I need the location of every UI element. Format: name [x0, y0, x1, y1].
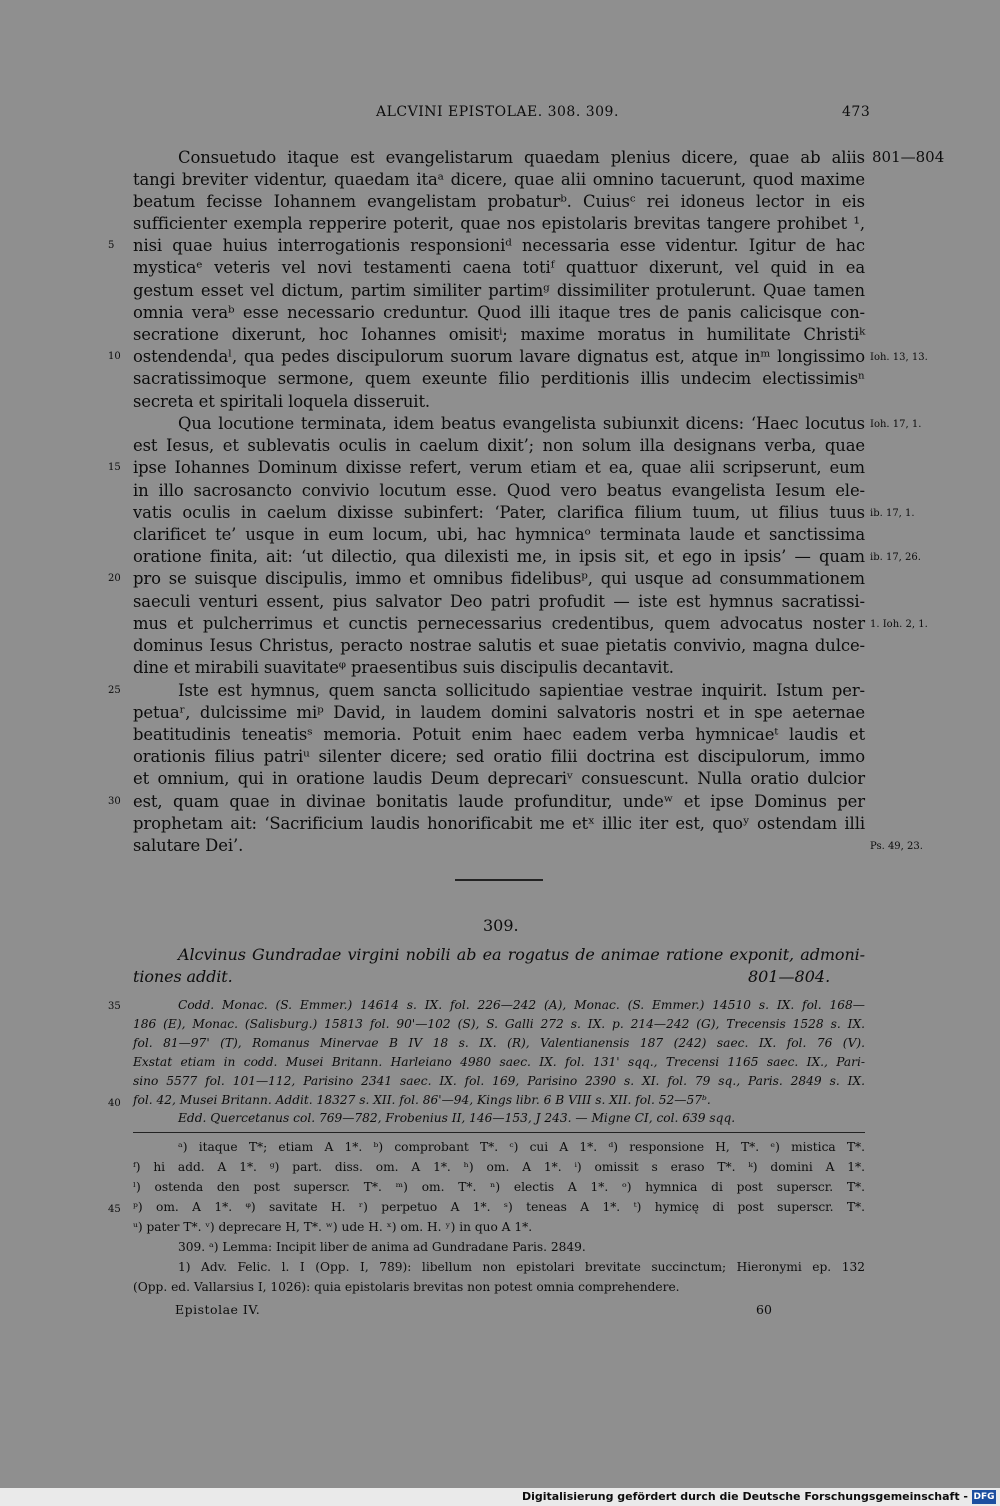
line-number: 25 [108, 685, 121, 696]
signature-mark: Epistolae IV. [175, 1302, 261, 1317]
margin-date: 801—804 [872, 148, 945, 166]
text-line: secreta et spiritali loquela disseruit. [133, 392, 431, 411]
apparatus-line: 309. ᵃ) Lemma: Incipit liber de anima ad Gundradane Paris. 2849. [178, 1240, 586, 1254]
margin-reference: ib. 17, 1. [870, 508, 915, 519]
margin-reference: 1. Ioh. 2, 1. [870, 619, 928, 630]
margin-reference: ib. 17, 26. [870, 552, 921, 563]
text-line: sufficienter exempla repperire poterit, quae nos epistolaris brevitas tangere prohibet ¹, [133, 214, 865, 233]
text-line: et omnium, qui in oratione laudis Deum deprecariᵛ consuescunt. Nulla oratio dulcior [133, 769, 865, 788]
text-line: orationis filius patriᵘ silenter dicere; sed oratio filii doctrina est discipulorum, immo [133, 747, 865, 766]
text-line: Consuetudo itaque est evangelistarum quaedam plenius dicere, quae ab aliis [178, 148, 865, 167]
codices-line: fol. 81—97' (T), Romanus Minervae B IV 18 s. IX. (R), Valentianensis 187 (242) saec. IX. fol. 76 (V). [133, 1036, 865, 1050]
text-line: vatis oculis in caelum dixisse subinfert: ‘Pater, clarifica filium tuum, ut filius tuus [133, 503, 865, 522]
text-line: petuaʳ, dulcissime miᵖ David, in laudem domini salvatoris nostri et in spe aeternae [133, 703, 865, 722]
text-line: beatum fecisse Iohannem evangelistam probaturᵇ. Cuiusᶜ rei idoneus lector in eis [133, 192, 865, 211]
apparatus-rule [133, 1132, 865, 1133]
section-divider [455, 879, 543, 881]
line-number: 5 [108, 240, 115, 251]
codices-line: Exstat etiam in codd. Musei Britann. Harleiano 4980 saec. IX. fol. 131' sqq., Trecensi 1165 saec. IX., Pari- [133, 1055, 865, 1069]
text-line: pro se suisque discipulis, immo et omnibus fidelibusᵖ, qui usque ad consummationem [133, 569, 865, 588]
apparatus-line: ᵖ) om. A 1*. ᵠ) savitate H. ʳ) perpetuo A 1*. ˢ) teneas A 1*. ᵗ) hymicę di post superscr. T*. [133, 1200, 865, 1214]
text-line: mus et pulcherrimus et cunctis pernecessarius credentibus, quem advocatus noster [133, 614, 865, 633]
codices-line: fol. 42, Musei Britann. Addit. 18327 s. XII. fol. 86'—94, Kings libr. 6 B VIII s. XII. fol. 52—57ᵇ. [133, 1093, 711, 1107]
letter-summary: tiones addit. [133, 967, 233, 986]
sheet-number: 60 [756, 1302, 772, 1317]
line-number: 35 [108, 1001, 121, 1012]
text-line: ostendendaˡ, qua pedes discipulorum suorum lavare dignatus est, atque inᵐ longissimo [133, 347, 865, 366]
text-line: prophetam ait: ‘Sacrificium laudis honorificabit me etˣ illic iter est, quoʸ ostendam illi [133, 814, 865, 833]
line-number: 30 [108, 796, 121, 807]
text-line: Iste est hymnus, quem sancta sollicitudo sapientiae vestrae inquirit. Istum per- [178, 681, 865, 700]
margin-reference: Ioh. 13, 13. [870, 352, 928, 363]
text-line: secratione dixerunt, hoc Iohannes omisitⁱ; maxime moratus in humilitate Christiᵏ [133, 325, 865, 344]
apparatus-line: ᵃ) itaque T*; etiam A 1*. ᵇ) comprobant T*. ᶜ) cui A 1*. ᵈ) responsione H, T*. ᵉ) mistica T*. [178, 1140, 865, 1154]
text-line: ipse Iohannes Dominum dixisse refert, verum etiam et ea, quae alii scripserunt, eum [133, 458, 865, 477]
line-number: 20 [108, 573, 121, 584]
text-line: sacratissimoque sermone, quem exeunte filio perditionis illis undecim electissimisⁿ [133, 369, 865, 388]
codices-line: 186 (E), Monac. (Salisburg.) 15813 fol. 90'—102 (S), S. Galli 272 s. IX. p. 214—242 (G), Trecensis 1528 s. IX. [133, 1017, 865, 1031]
letter-summary: Alcvinus Gundradae virgini nobili ab ea rogatus de animae ratione exponit, admoni- [178, 945, 865, 964]
text-line: est, quam quae in divinae bonitatis laude profunditur, undeʷ et ipse Dominus per [133, 792, 865, 811]
text-line: beatitudinis teneatisˢ memoria. Potuit enim haec eadem verba hymnicaeᵗ laudis et [133, 725, 865, 744]
dfg-logo: DFG [973, 1492, 995, 1502]
codices-line: sino 5577 fol. 101—112, Parisino 2341 saec. IX. fol. 169, Parisino 2390 s. XI. fol. 79 sq., Paris. 2849 s. IX. [133, 1074, 865, 1088]
letter-date: 801—804. [748, 967, 831, 986]
text-line: nisi quae huius interrogationis responsioniᵈ necessaria esse videntur. Igitur de hac [133, 236, 865, 255]
text-line: mysticaᵉ veteris vel novi testamenti caena totiᶠ quattuor dixerunt, vel quid in ea [133, 258, 865, 277]
margin-reference: Ioh. 17, 1. [870, 419, 922, 430]
text-line: omnia veraᵇ esse necessario creduntur. Quod illi itaque tres de panis calicisque con- [133, 303, 865, 322]
text-line: est Iesus, et sublevatis oculis in caelum dixit’; non solum illa designans verba, quae [133, 436, 865, 455]
line-number: 40 [108, 1098, 121, 1109]
running-title: ALCVINI EPISTOLAE. 308. 309. [376, 104, 619, 120]
letter-number: 309. [483, 916, 519, 935]
footnote-line: 1) Adv. Felic. l. I (Opp. I, 789): libellum non epistolari brevitate succinctum; Hieronymi ep. 132 [178, 1260, 865, 1274]
codices-line: Codd. Monac. (S. Emmer.) 14614 s. IX. fol. 226—242 (A), Monac. (S. Emmer.) 14510 s. IX. fol. 168— [178, 998, 865, 1012]
text-line: saeculi venturi essent, pius salvator Deo patri profudit — iste est hymnus sacratissi- [133, 592, 865, 611]
text-line: salutare Dei’. [133, 836, 244, 855]
digitization-bar [0, 1488, 1000, 1506]
footnote-line: (Opp. ed. Vallarsius I, 1026): quia epistolaris brevitas non potest omnia comprehendere. [133, 1280, 680, 1294]
apparatus-line: ᶠ) hi add. A 1*. ᵍ) part. diss. om. A 1*. ʰ) om. A 1*. ⁱ) omissit s eraso T*. ᵏ) domini A 1*. [133, 1160, 865, 1174]
text-line: clarificet te’ usque in eum locum, ubi, hac hymnicaᵒ terminata laude et sanctissima [133, 525, 865, 544]
margin-reference: Ps. 49, 23. [870, 841, 923, 852]
codices-line: Edd. Quercetanus col. 769—782, Frobenius II, 146—153, J 243. — Migne CI, col. 639 sqq. [178, 1111, 736, 1125]
text-line: dominus Iesus Christus, peracto nostrae salutis et suae pietatis convivio, magna dulce- [133, 636, 865, 655]
text-line: oratione finita, ait: ‘ut dilectio, qua dilexisti me, in ipsis sit, et ego in ipsis’ — quam [133, 547, 865, 566]
text-line: gestum esset vel dictum, partim similiter partimᵍ dissimiliter protulerunt. Quae tamen [133, 281, 865, 300]
funding-notice: Digitalisierung gefördert durch die Deutsche Forschungsgemeinschaft - [521, 1490, 968, 1503]
line-number: 15 [108, 462, 121, 473]
apparatus-line: ᵘ) pater T*. ᵛ) deprecare H, T*. ʷ) ude H. ˣ) om. H. ʸ) in quo A 1*. [133, 1220, 533, 1234]
text-line: dine et mirabili suavitateᵠ praesentibus suis discipulis decantavit. [133, 658, 674, 677]
apparatus-line: ˡ) ostenda den post superscr. T*. ᵐ) om. T*. ⁿ) electis A 1*. ᵒ) hymnica di post superscr. T*. [133, 1180, 865, 1194]
text-line: Qua locutione terminata, idem beatus evangelista subiunxit dicens: ‘Haec locutus [178, 414, 865, 433]
line-number: 45 [108, 1204, 121, 1215]
text-line: tangi breviter videntur, quaedam itaᵃ dicere, quae alii omnino tacuerunt, quod maxime [133, 170, 865, 189]
text-line: in illo sacrosancto convivio locutum esse. Quod vero beatus evangelista Iesum ele- [133, 481, 865, 500]
line-number: 10 [108, 351, 121, 362]
page-number: 473 [842, 104, 871, 120]
